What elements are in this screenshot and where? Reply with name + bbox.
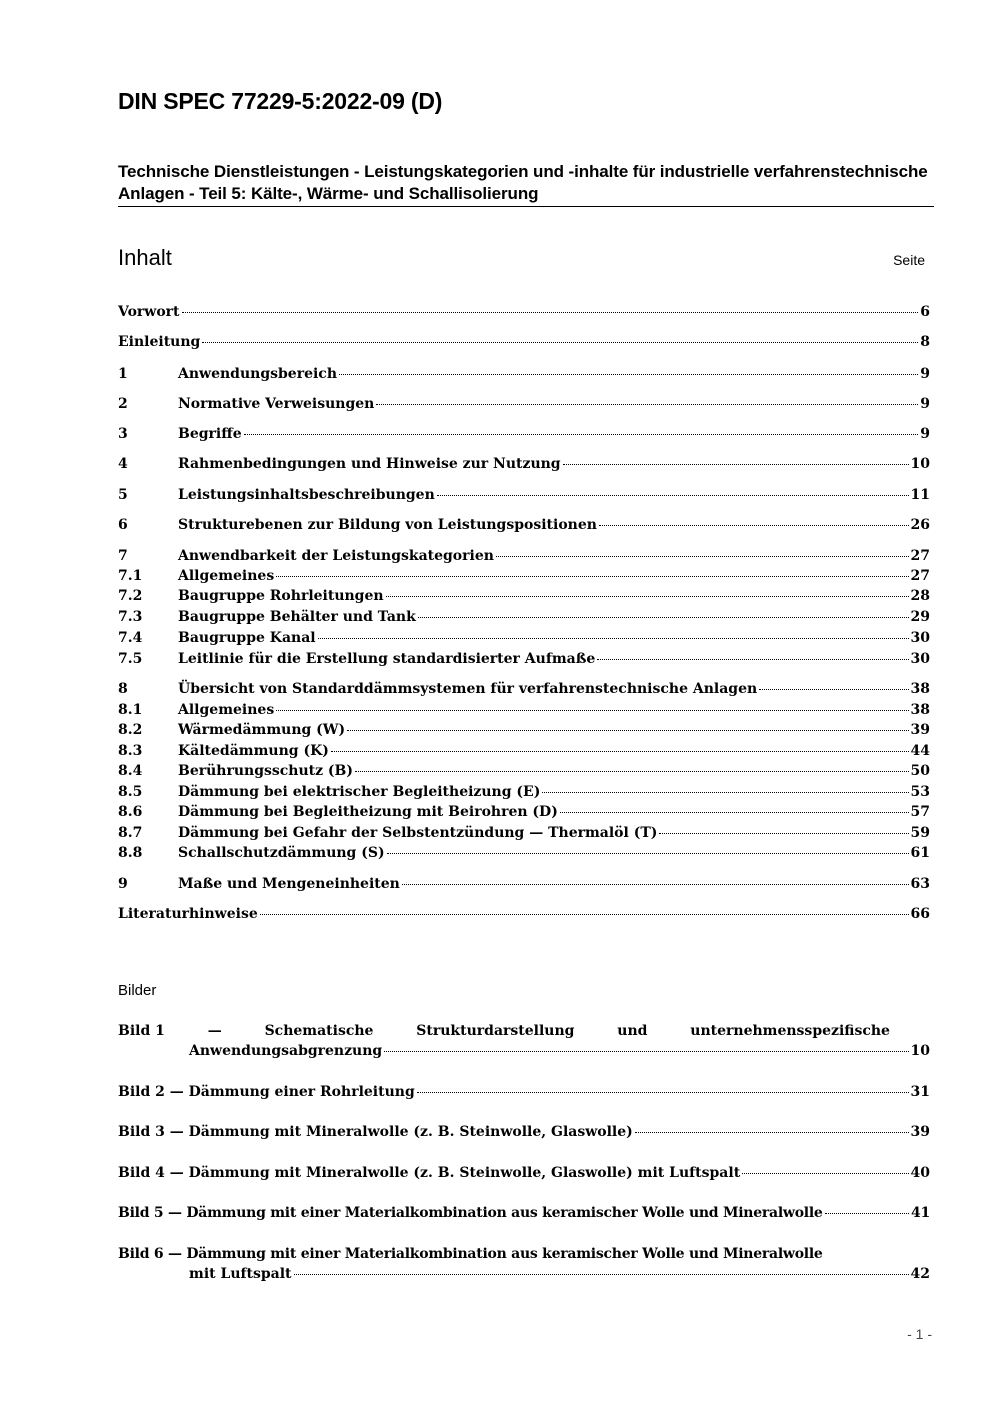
figure-entry-title: Bild 4 — Dämmung mit Mineralwolle (z. B. Steinwolle, Glaswolle) mit Luftspalt <box>118 1165 741 1181</box>
toc-entry-page: 6 <box>920 304 930 320</box>
toc-entry-title: Baugruppe Kanal <box>178 630 316 646</box>
toc-entry-title: Literaturhinweise <box>118 906 258 922</box>
toc-entry-8-4[interactable] <box>118 761 930 781</box>
toc-entry-page: 53 <box>910 784 930 800</box>
toc-entry-7-3[interactable] <box>118 607 930 627</box>
toc-entry-title: Baugruppe Rohrleitungen <box>178 588 384 604</box>
dot-leader <box>597 659 908 660</box>
figure-entry-page: 42 <box>910 1266 930 1282</box>
toc-entry-8-5[interactable] <box>118 782 930 802</box>
toc-entry-number: 7.3 <box>118 609 143 625</box>
dot-leader <box>294 1274 909 1275</box>
dot-leader <box>437 495 909 496</box>
toc-entry-7-4[interactable] <box>118 628 930 648</box>
dot-leader <box>496 556 909 557</box>
toc-entry-literaturhinweise[interactable] <box>118 904 930 924</box>
toc-entry-page: 57 <box>910 804 930 820</box>
toc-entry-8-6[interactable] <box>118 802 930 822</box>
toc-entry-5[interactable] <box>118 485 930 505</box>
toc-entry-title: Dämmung bei elektrischer Begleitheizung (E) <box>178 784 541 800</box>
figure-entry-word: unternehmensspezifische <box>690 1023 890 1039</box>
toc-entry-number: 8.7 <box>118 825 143 841</box>
dot-leader <box>318 638 909 639</box>
toc-entry-title: Strukturebenen zur Bildung von Leistungspositionen <box>178 517 597 533</box>
toc-entry-title: Rahmenbedingungen und Hinweise zur Nutzung <box>178 456 561 472</box>
toc-entry-page: 8 <box>920 334 930 350</box>
document-id: DIN SPEC 77229-5:2022-09 (D) <box>118 88 443 114</box>
toc-entry-title: Anwendungsbereich <box>178 366 337 382</box>
dot-leader <box>759 689 908 690</box>
toc-entry-7[interactable] <box>118 546 930 566</box>
toc-entry-number: 8 <box>118 681 128 697</box>
toc-entry-page: 9 <box>920 366 930 382</box>
toc-entry-einleitung[interactable] <box>118 332 930 352</box>
toc-entry-number: 7.5 <box>118 651 143 667</box>
dot-leader <box>355 771 909 772</box>
figure-entry-title: Bild 6 — Dämmung mit einer Materialkombination aus keramischer Wolle und Mineralwolle <box>118 1246 823 1262</box>
toc-entry-number: 8.6 <box>118 804 143 820</box>
toc-entry-3[interactable] <box>118 424 930 444</box>
dot-leader <box>542 792 908 793</box>
toc-page-column-label: Seite <box>893 252 925 268</box>
toc-entry-number: 9 <box>118 876 128 892</box>
dot-leader <box>276 710 908 711</box>
figure-entry-page: 10 <box>910 1043 930 1059</box>
figure-entry-word: Bild 1 <box>118 1023 165 1039</box>
toc-entry-8[interactable] <box>118 679 930 699</box>
dot-leader <box>182 312 919 313</box>
toc-entry-7-2[interactable] <box>118 586 930 606</box>
toc-entry-8-1[interactable] <box>118 700 930 720</box>
toc-entry-number: 7 <box>118 548 128 564</box>
toc-entry-page: 9 <box>920 396 930 412</box>
toc-entry-number: 7.2 <box>118 588 143 604</box>
figure-entry-1[interactable] <box>118 1021 890 1041</box>
figure-entry-title: mit Luftspalt <box>189 1266 292 1282</box>
figure-entry-page: 40 <box>910 1165 930 1181</box>
toc-entry-number: 7.4 <box>118 630 143 646</box>
figure-entry-6[interactable] <box>118 1244 890 1264</box>
toc-entry-1[interactable] <box>118 364 930 384</box>
toc-entry-6[interactable] <box>118 515 930 535</box>
toc-entry-page: 26 <box>910 517 930 533</box>
dot-leader <box>376 404 918 405</box>
toc-entry-8-7[interactable] <box>118 823 930 843</box>
dot-leader <box>635 1132 909 1133</box>
toc-entry-page: 28 <box>910 588 930 604</box>
document-title: Technische Dienstleistungen - Leistungskategorien und -inhalte für industrielle verfahrenstechnische Anlagen - Teil 5: Kälte-, Wärme- und Schallisolierung <box>118 162 928 203</box>
toc-entry-number: 5 <box>118 487 128 503</box>
toc-entry-number: 7.1 <box>118 568 143 584</box>
toc-entry-4[interactable] <box>118 454 930 474</box>
figure-entry-title: Anwendungsabgrenzung <box>189 1043 383 1059</box>
figure-entry-title: Bild 2 — Dämmung einer Rohrleitung <box>118 1084 415 1100</box>
toc-entry-page: 61 <box>910 845 930 861</box>
toc-entry-page: 30 <box>910 651 930 667</box>
figure-entry-word: Schematische <box>264 1023 374 1039</box>
figures-heading: Bilder <box>118 982 157 999</box>
toc-entry-number: 8.2 <box>118 722 143 738</box>
dot-leader <box>402 884 909 885</box>
toc-entry-page: 38 <box>910 702 930 718</box>
toc-entry-page: 10 <box>910 456 930 472</box>
dot-leader <box>599 525 909 526</box>
toc-entry-8-2[interactable] <box>118 720 930 740</box>
figure-entry-2[interactable] <box>118 1082 930 1102</box>
figure-entry-5[interactable] <box>118 1203 930 1223</box>
toc-entry-page: 59 <box>910 825 930 841</box>
toc-entry-9[interactable] <box>118 874 930 894</box>
toc-entry-number: 6 <box>118 517 128 533</box>
dot-leader <box>331 751 909 752</box>
figure-entry-word: — <box>207 1023 222 1039</box>
toc-entry-page: 38 <box>910 681 930 697</box>
toc-entry-page: 29 <box>910 609 930 625</box>
toc-entry-number: 2 <box>118 396 128 412</box>
dot-leader <box>260 914 909 915</box>
figure-entry-3[interactable] <box>118 1122 930 1142</box>
toc-entry-page: 27 <box>910 568 930 584</box>
figure-entry-1-continuation[interactable] <box>189 1041 930 1061</box>
figure-entry-page: 39 <box>910 1124 930 1140</box>
figure-entry-4[interactable] <box>118 1163 930 1183</box>
toc-heading: Inhalt <box>118 245 172 270</box>
toc-entry-number: 1 <box>118 366 128 382</box>
toc-entry-title: Kältedämmung (K) <box>178 743 329 759</box>
toc-entry-page: 63 <box>910 876 930 892</box>
dot-leader <box>386 596 909 597</box>
figure-entry-title: Bild 5 — Dämmung mit einer Materialkombination aus keramischer Wolle und Mineralwolle <box>118 1205 823 1221</box>
dot-leader <box>825 1213 909 1214</box>
toc-entry-title: Schallschutzdämmung (S) <box>178 845 385 861</box>
dot-leader <box>560 812 909 813</box>
toc-entry-number: 8.4 <box>118 763 143 779</box>
toc-entry-title: Berührungsschutz (B) <box>178 763 354 779</box>
toc-entry-title: Allgemeines <box>178 568 275 584</box>
dot-leader <box>563 464 909 465</box>
dot-leader <box>418 617 909 618</box>
figure-entry-word: und <box>617 1023 648 1039</box>
toc-entry-7-1[interactable] <box>118 566 930 586</box>
toc-entry-page: 50 <box>910 763 930 779</box>
toc-entry-title: Leitlinie für die Erstellung standardisierter Aufmaße <box>178 651 596 667</box>
toc-entry-7-5[interactable] <box>118 649 930 669</box>
toc-entry-number: 8.5 <box>118 784 143 800</box>
toc-entry-title: Wärmedämmung (W) <box>178 722 346 738</box>
toc-entry-title: Übersicht von Standarddämmsystemen für verfahrenstechnische Anlagen <box>178 681 758 697</box>
toc-entry-title: Dämmung bei Gefahr der Selbstentzündung — Thermalöl (T) <box>178 825 658 841</box>
dot-leader <box>202 342 918 343</box>
toc-entry-title: Vorwort <box>118 304 180 320</box>
toc-entry-title: Leistungsinhaltsbeschreibungen <box>178 487 435 503</box>
toc-entry-2[interactable] <box>118 394 930 414</box>
toc-entry-page: 44 <box>910 743 930 759</box>
toc-entry-number: 8.8 <box>118 845 143 861</box>
page-number: - 1 - <box>907 1326 932 1342</box>
toc-entry-title: Maße und Mengeneinheiten <box>178 876 400 892</box>
dot-leader <box>384 1051 908 1052</box>
title-divider <box>118 206 934 207</box>
dot-leader <box>347 730 908 731</box>
toc-entry-page: 11 <box>910 487 930 503</box>
toc-entry-page: 27 <box>910 548 930 564</box>
toc-entry-page: 9 <box>920 426 930 442</box>
dot-leader <box>659 833 908 834</box>
toc-entry-page: 30 <box>910 630 930 646</box>
figure-entry-page: 41 <box>911 1205 930 1221</box>
toc-entry-title: Einleitung <box>118 334 201 350</box>
toc-entry-number: 4 <box>118 456 128 472</box>
toc-entry-title: Allgemeines <box>178 702 275 718</box>
figure-entry-title: Bild 3 — Dämmung mit Mineralwolle (z. B. Steinwolle, Glaswolle) <box>118 1124 633 1140</box>
dot-leader <box>339 374 918 375</box>
toc-entry-number: 8.3 <box>118 743 143 759</box>
dot-leader <box>742 1173 908 1174</box>
toc-entry-title: Normative Verweisungen <box>178 396 375 412</box>
toc-entry-page: 66 <box>910 906 930 922</box>
figure-entry-6-continuation[interactable] <box>189 1264 930 1284</box>
toc-entry-title: Baugruppe Behälter und Tank <box>178 609 416 625</box>
dot-leader <box>387 853 909 854</box>
toc-entry-title: Dämmung bei Begleitheizung mit Beirohren (D) <box>178 804 558 820</box>
dot-leader <box>244 434 919 435</box>
toc-entry-8-8[interactable] <box>118 843 930 863</box>
dot-leader <box>417 1092 909 1093</box>
toc-entry-number: 3 <box>118 426 128 442</box>
figure-entry-word: Strukturdarstellung <box>416 1023 575 1039</box>
toc-entry-number: 8.1 <box>118 702 143 718</box>
toc-entry-title: Anwendbarkeit der Leistungskategorien <box>178 548 494 564</box>
toc-entry-vorwort[interactable] <box>118 302 930 322</box>
toc-entry-page: 39 <box>910 722 930 738</box>
dot-leader <box>276 576 908 577</box>
toc-entry-8-3[interactable] <box>118 741 930 761</box>
figure-entry-page: 31 <box>910 1084 930 1100</box>
toc-entry-title: Begriffe <box>178 426 242 442</box>
